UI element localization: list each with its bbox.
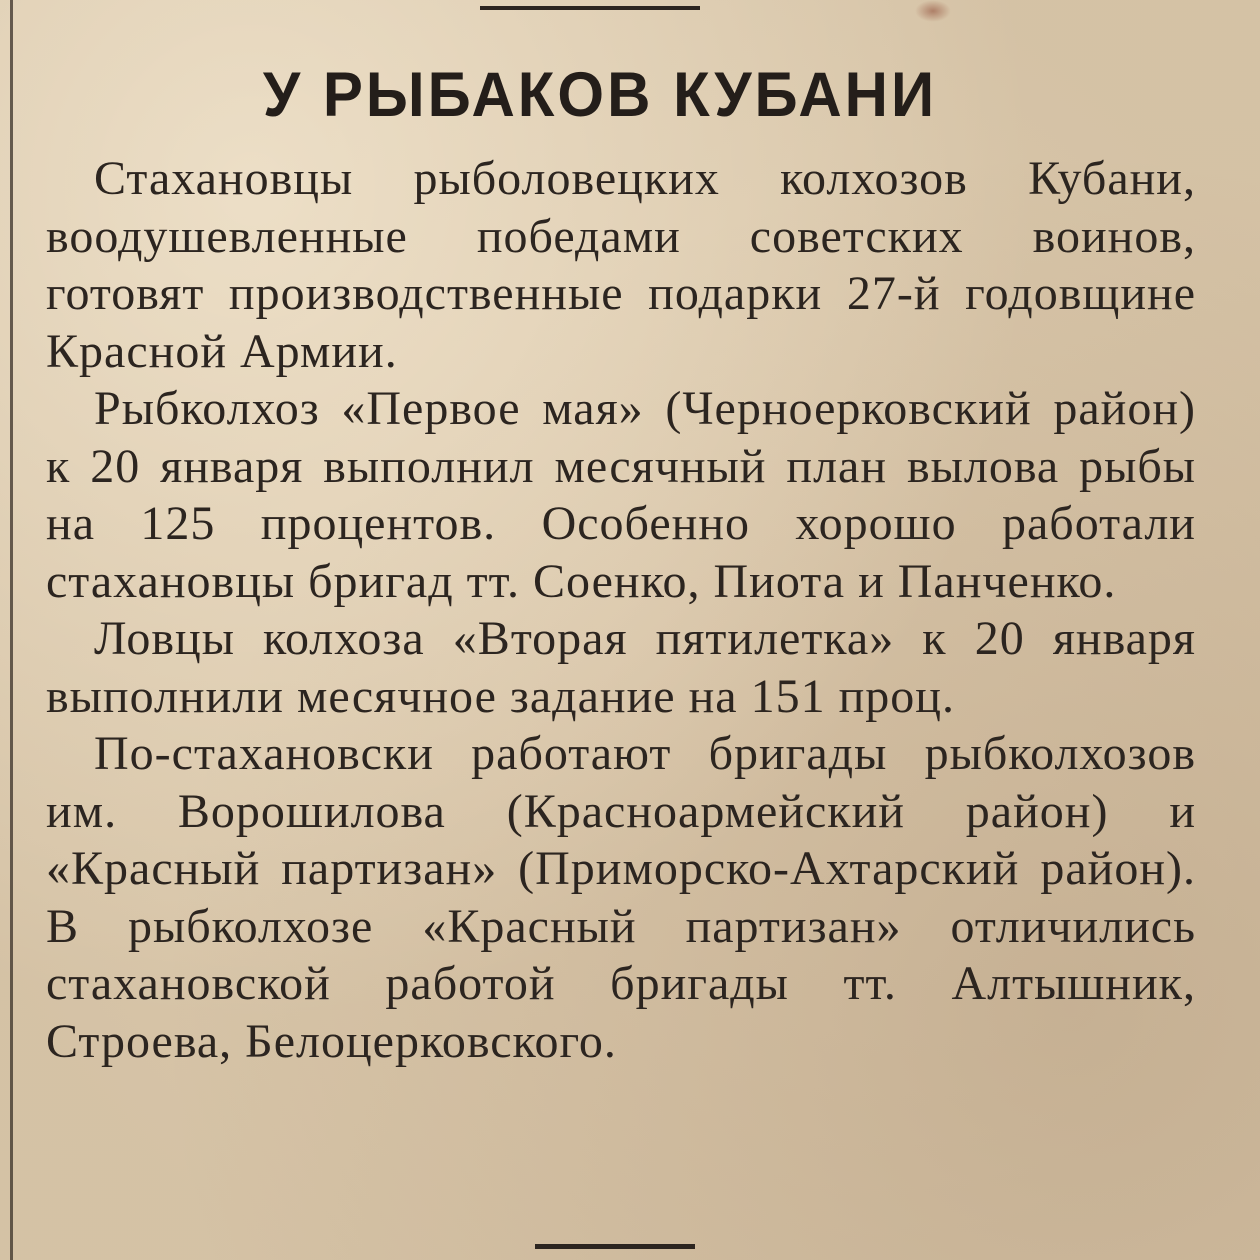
column-divider-rule <box>10 0 13 1260</box>
article-paragraph: Рыбколхоз «Первое мая» (Черноерковский район) к 20 января выполнил месячный план вылова рыбы на 125 процентов. Особенно хорошо работали стахановцы бригад тт. Соенко, Пиота и Панченко. <box>46 382 1196 608</box>
top-separator-rule <box>480 6 700 10</box>
article-paragraph: По-стахановски работают бригады рыбколхозов им. Ворошилова (Красноармейский район) и «Красный партизан» (Приморско-Ахтарский район). В рыбколхозе «Красный партизан» отличились стахановской работой бригады тт. Алтышник, Строева, Белоцерковского. <box>46 727 1196 1068</box>
bottom-separator-rule <box>535 1244 695 1249</box>
article-body <box>46 150 1196 1070</box>
article-paragraph: Ловцы колхоза «Вторая пятилетка» к 20 января выполнили месячное задание на 151 проц. <box>46 612 1196 723</box>
ink-stain <box>915 0 951 22</box>
article-paragraph: Стахановцы рыболовецких колхозов Кубани, воодушевленные победами советских воинов, готовят производственные подарки 27-й годовщине Красной Армии. <box>46 152 1196 378</box>
article-headline: У РЫБАКОВ КУБАНИ <box>262 59 938 130</box>
